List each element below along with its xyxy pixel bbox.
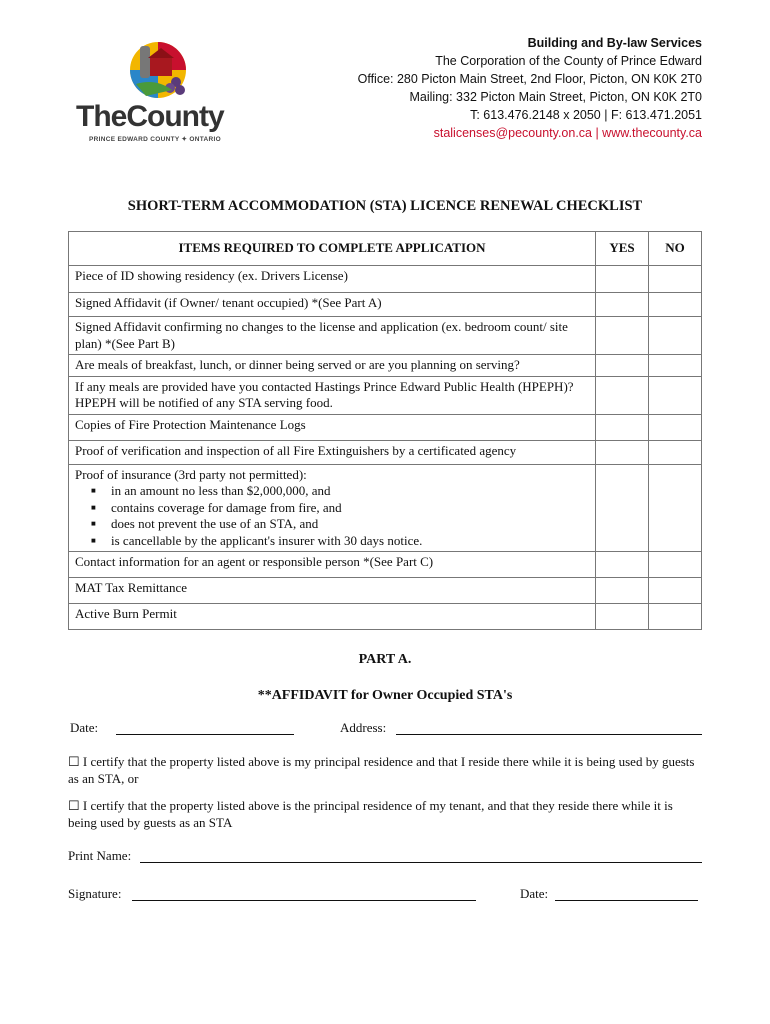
list-item: ■ in an amount no less than $2,000,000, and bbox=[111, 483, 589, 500]
table-header-row bbox=[69, 232, 702, 266]
list-item: ■ does not prevent the use of an STA, and bbox=[111, 516, 589, 533]
column-header-items: ITEMS REQUIRED TO COMPLETE APPLICATION bbox=[69, 232, 596, 266]
list-item: ■ contains coverage for damage from fire, and bbox=[111, 500, 589, 517]
signature-date-field[interactable] bbox=[555, 900, 698, 901]
table-row bbox=[69, 355, 702, 377]
print-name-label: Print Name: bbox=[68, 848, 132, 863]
table-row bbox=[69, 604, 702, 630]
affidavit-subheading: **AFFIDAVIT for Owner Occupied STA's bbox=[257, 688, 513, 703]
page-title: SHORT-TERM ACCOMMODATION (STA) LICENCE RENEWAL CHECKLIST bbox=[127, 198, 643, 214]
email-website-link[interactable]: stalicenses@pecounty.on.ca | www.thecounty.ca bbox=[433, 126, 702, 140]
no-checkbox-cell[interactable] bbox=[649, 578, 702, 604]
logo-tagline: PRINCE EDWARD COUNTY ✦ ONTARIO bbox=[89, 136, 221, 143]
no-checkbox-cell[interactable] bbox=[649, 376, 702, 414]
signature-label: Signature: bbox=[68, 886, 122, 901]
no-checkbox-cell[interactable] bbox=[649, 604, 702, 630]
yes-checkbox-cell[interactable] bbox=[596, 578, 649, 604]
table-row bbox=[69, 464, 702, 552]
county-logo-icon bbox=[76, 38, 244, 102]
no-checkbox-cell[interactable] bbox=[649, 355, 702, 377]
date-label: Date: bbox=[70, 720, 99, 735]
print-name-field[interactable] bbox=[140, 862, 702, 863]
table-row bbox=[69, 293, 702, 317]
address-label: Address: bbox=[340, 720, 387, 735]
row-item-text: Proof of insurance (3rd party not permitted): bbox=[75, 466, 307, 482]
no-checkbox-cell[interactable] bbox=[649, 464, 702, 552]
row-item-text: Signed Affidavit confirming no changes to the license and application (ex. bedroom count/ site plan) *(See Part B) bbox=[69, 317, 596, 355]
corporation-name: The Corporation of the County of Prince Edward bbox=[435, 54, 702, 68]
department-name: Building and By-law Services bbox=[527, 36, 702, 50]
yes-checkbox-cell[interactable] bbox=[596, 317, 649, 355]
row-item-text: MAT Tax Remittance bbox=[69, 578, 596, 604]
certify-owner-checkbox[interactable]: ☐ I certify that the property listed above is my principal residence and that I reside there while it is being used by guests as an STA, or bbox=[68, 754, 695, 786]
date-field[interactable] bbox=[116, 734, 294, 735]
yes-checkbox-cell[interactable] bbox=[596, 414, 649, 440]
row-item-text: Piece of ID showing residency (ex. Drivers License) bbox=[69, 266, 596, 293]
row-item-text: Contact information for an agent or responsible person *(See Part C) bbox=[69, 552, 596, 578]
logo-wordmark: TheCounty bbox=[76, 100, 224, 133]
signature-field[interactable] bbox=[132, 900, 476, 901]
yes-checkbox-cell[interactable] bbox=[596, 376, 649, 414]
insurance-cell bbox=[69, 464, 596, 552]
county-logo bbox=[76, 38, 244, 146]
office-address: Office: 280 Picton Main Street, 2nd Floor, Picton, ON K0K 2T0 bbox=[357, 72, 702, 86]
yes-checkbox-cell[interactable] bbox=[596, 552, 649, 578]
phone-fax: T: 613.476.2148 x 2050 | F: 613.471.2051 bbox=[470, 108, 702, 122]
no-checkbox-cell[interactable] bbox=[649, 293, 702, 317]
signature-date-label: Date: bbox=[520, 886, 549, 901]
yes-checkbox-cell[interactable] bbox=[596, 293, 649, 317]
no-checkbox-cell[interactable] bbox=[649, 266, 702, 293]
certify-tenant-checkbox[interactable]: ☐ I certify that the property listed above is the principal residence of my tenant, and that they reside there while it is being used by guests as an STA bbox=[68, 798, 673, 830]
table-row bbox=[69, 440, 702, 464]
row-item-text: Are meals of breakfast, lunch, or dinner being served or are you planning on serving? bbox=[69, 355, 596, 377]
table-row bbox=[69, 266, 702, 293]
table-row bbox=[69, 552, 702, 578]
table-row bbox=[69, 578, 702, 604]
yes-checkbox-cell[interactable] bbox=[596, 440, 649, 464]
no-checkbox-cell[interactable] bbox=[649, 440, 702, 464]
table-row bbox=[69, 414, 702, 440]
no-checkbox-cell[interactable] bbox=[649, 414, 702, 440]
column-header-no: NO bbox=[649, 232, 702, 266]
table-row bbox=[69, 376, 702, 414]
part-a-heading: PART A. bbox=[358, 652, 412, 667]
table-row bbox=[69, 317, 702, 355]
contact-block bbox=[358, 34, 702, 142]
no-checkbox-cell[interactable] bbox=[649, 317, 702, 355]
address-field[interactable] bbox=[396, 734, 702, 735]
mailing-address: Mailing: 332 Picton Main Street, Picton, ON K0K 2T0 bbox=[409, 90, 702, 104]
yes-checkbox-cell[interactable] bbox=[596, 464, 649, 552]
row-item-text: Signed Affidavit (if Owner/ tenant occupied) *(See Part A) bbox=[69, 293, 596, 317]
insurance-bullet-list bbox=[75, 483, 589, 549]
row-item-text: If any meals are provided have you contacted Hastings Prince Edward Public Health (HPEPH)? HPEPH will be notified of any STA serving food. bbox=[69, 376, 596, 414]
row-item-text: Copies of Fire Protection Maintenance Logs bbox=[69, 414, 596, 440]
row-item-text: Active Burn Permit bbox=[69, 604, 596, 630]
row-item-text: Proof of verification and inspection of all Fire Extinguishers by a certificated agency bbox=[69, 440, 596, 464]
yes-checkbox-cell[interactable] bbox=[596, 266, 649, 293]
column-header-yes: YES bbox=[596, 232, 649, 266]
no-checkbox-cell[interactable] bbox=[649, 552, 702, 578]
yes-checkbox-cell[interactable] bbox=[596, 604, 649, 630]
checklist-table bbox=[68, 231, 702, 630]
yes-checkbox-cell[interactable] bbox=[596, 355, 649, 377]
list-item: ■ is cancellable by the applicant's insurer with 30 days notice. bbox=[111, 533, 589, 550]
